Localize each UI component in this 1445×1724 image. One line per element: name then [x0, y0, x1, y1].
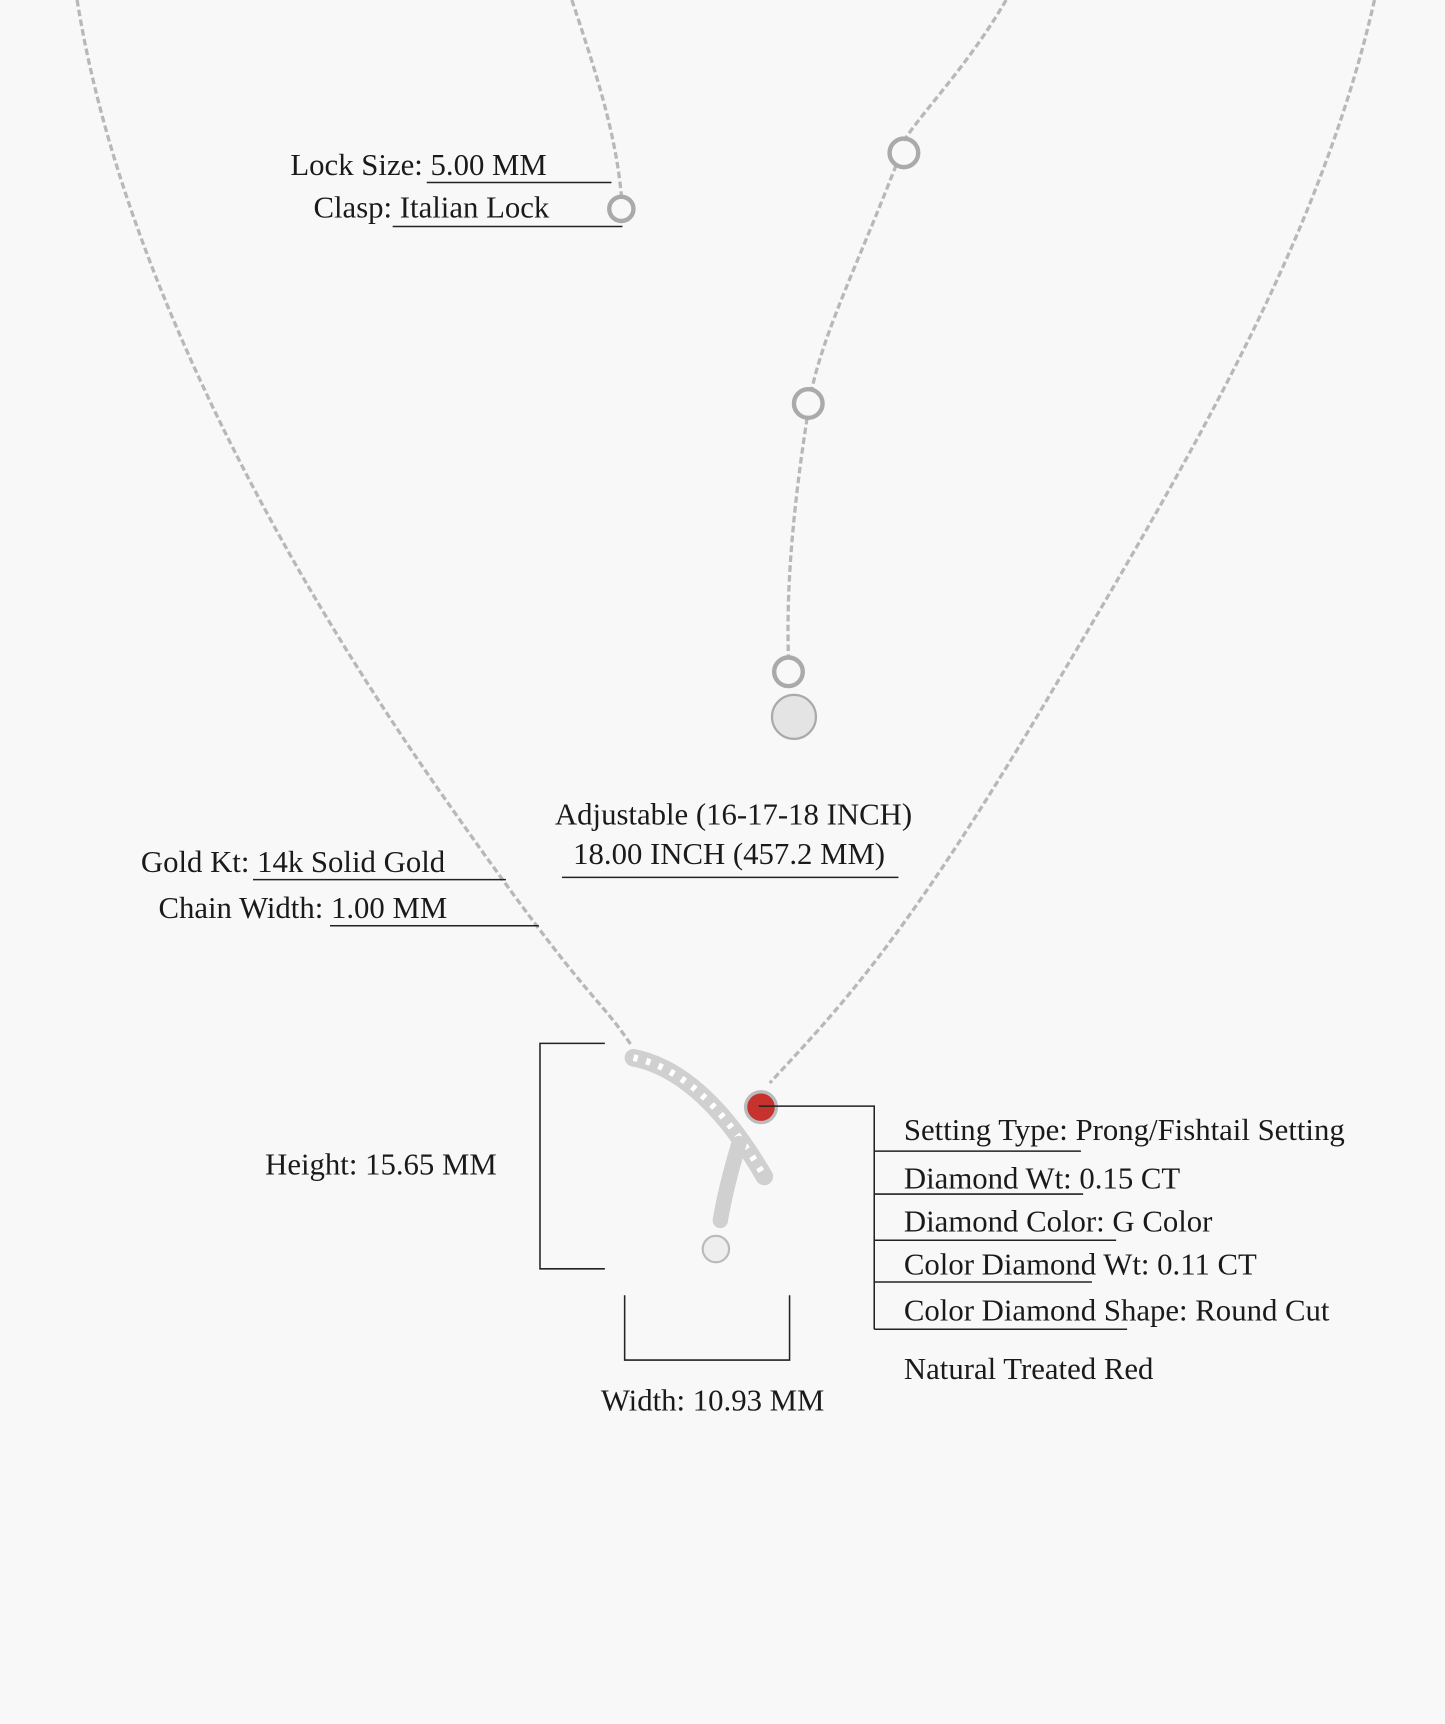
chain-width-label: Chain Width: 1.00 MM — [158, 891, 448, 926]
ruby-stone — [746, 1092, 777, 1123]
drop-diamond — [703, 1236, 729, 1262]
diamond-color-label: Diamond Color: G Color — [903, 1204, 1213, 1239]
color-diamond-wt-label: Color Diamond Wt: 0.11 CT — [903, 1247, 1257, 1282]
height-label: Height: 15.65 MM — [265, 1147, 497, 1182]
lock-size-label: Lock Size: 5.00 MM — [290, 147, 547, 182]
clasp-label: Clasp: Italian Lock — [313, 190, 550, 225]
natural-treated-label: Natural Treated Red — [903, 1351, 1154, 1386]
brand-charm — [772, 695, 816, 739]
length-label: 18.00 INCH (457.2 MM) — [573, 837, 886, 872]
diamond-wt-label: Diamond Wt: 0.15 CT — [903, 1161, 1181, 1196]
adjustable-label: Adjustable (16-17-18 INCH) — [554, 797, 913, 832]
color-diamond-shape-label: Color Diamond Shape: Round Cut — [903, 1293, 1330, 1328]
width-label: Width: 10.93 MM — [600, 1383, 825, 1418]
gold-kt-label: Gold Kt: 14k Solid Gold — [140, 844, 446, 879]
setting-type-label: Setting Type: Prong/Fishtail Setting — [903, 1113, 1345, 1148]
